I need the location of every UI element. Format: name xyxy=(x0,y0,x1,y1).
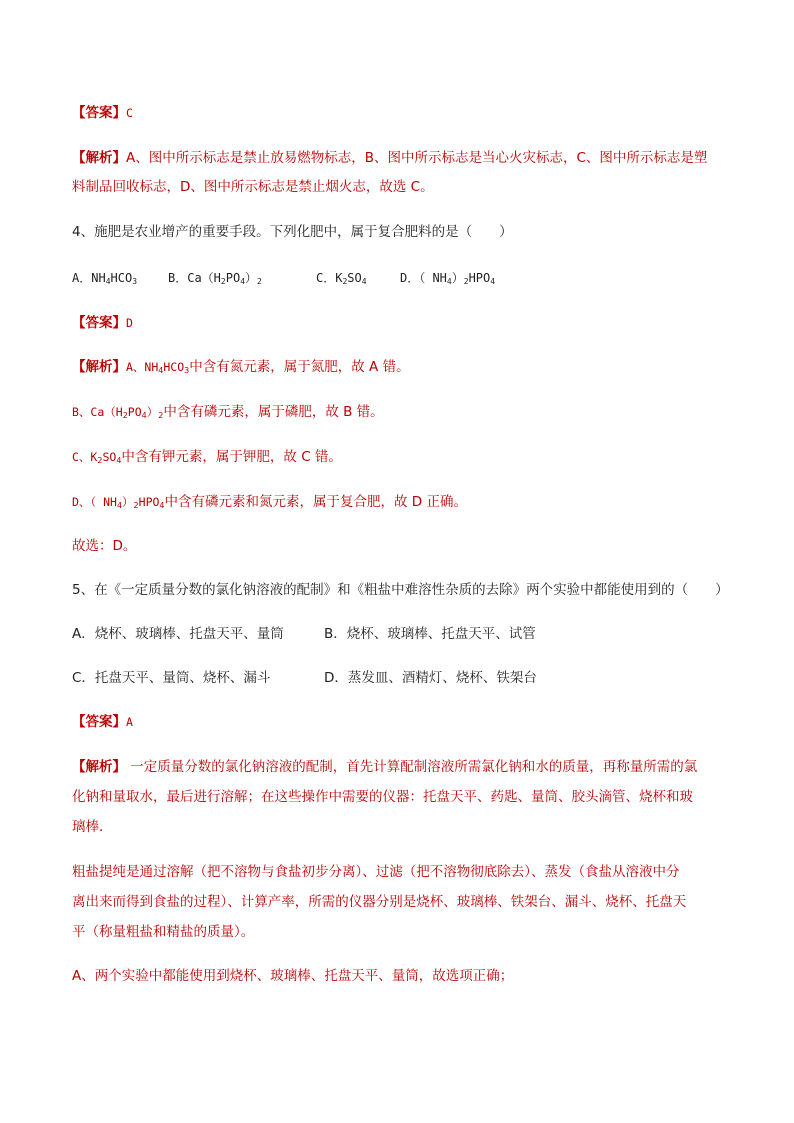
q5-option-d: D．蒸发皿、酒精灯、烧杯、铁架台 xyxy=(324,670,537,686)
q5-analysis-line2: 化钠和量取水，最后进行溶解；在这些操作中需要的仪器：托盘天平、药匙、量筒、胶头滴管、烧杯和玻 xyxy=(72,789,693,805)
answer-value: D xyxy=(126,316,133,330)
q5-option-a: A．烧杯、玻璃棒、托盘天平、量筒 xyxy=(72,626,284,642)
q3-answer-line xyxy=(72,103,133,123)
q4-option-b: B．$Ca(H_2PO_4)_2$ xyxy=(168,271,262,286)
q4-option-a: A．$NH_4HCO_3$ xyxy=(72,271,138,286)
answer-tag: 【答案】 xyxy=(72,315,126,331)
answer-tag: 【答案】 xyxy=(72,105,126,121)
q5-option-b: B．烧杯、玻璃棒、托盘天平、试管 xyxy=(324,626,536,642)
q4-analysis-a: 【解析】A、$NH_4HCO_3$中含有氮元素，属于氮肥，故 A 错。 xyxy=(72,359,410,375)
answer-tag: 【答案】 xyxy=(72,714,126,730)
answer-value: A xyxy=(126,715,133,729)
q4-conclusion: 故选：D。 xyxy=(72,538,137,554)
analysis-tag: 【解析】 xyxy=(72,359,126,375)
q3-analysis-line1 xyxy=(72,148,707,168)
q4-option-c: C．$K_2SO_4$ xyxy=(316,271,367,286)
analysis-text: A、图中所示标志是禁止放易燃物标志，B、图中所示标志是当心火灾标志，C、图中所示标志是塑 xyxy=(126,150,708,166)
q4-stem: 4、施肥是农业增产的重要手段。下列化肥中，属于复合肥料的是（ ） xyxy=(72,224,513,240)
q5-option-c: C．托盘天平、量筒、烧杯、漏斗 xyxy=(72,670,271,686)
q5-analysis-p3: A、两个实验中都能使用到烧杯、玻璃棒、托盘天平、量筒，故选项正确； xyxy=(72,968,514,984)
q5-analysis-p2-line1: 粗盐提纯是通过溶解（把不溶物与食盐初步分离）、过滤（把不溶物彻底除去）、蒸发（食盐从溶液中分 xyxy=(72,864,680,880)
q5-stem: 5、在《一定质量分数的氯化钠溶液的配制》和《粗盐中难溶性杂质的去除》两个实验中都能使用到的（ ） xyxy=(72,582,729,598)
q5-analysis-line3: 璃棒． xyxy=(72,819,113,835)
q5-answer-line xyxy=(72,712,133,732)
analysis-tag: 【解析】 xyxy=(72,759,126,775)
q4-analysis-d: D、（ $NH_4)_2HPO_4$中含有磷元素和氮元素，属于复合肥，故 D 正确。 xyxy=(72,494,467,510)
analysis-tag: 【解析】 xyxy=(72,150,126,166)
q4-analysis-b: B、$Ca(H_2PO_4)_2$中含有磷元素，属于磷肥，故 B 错。 xyxy=(72,404,384,420)
q5-analysis-p2-line2: 离出来而得到食盐的过程）、计算产率，所需的仪器分别是烧杯、玻璃棒、铁架台、漏斗、烧杯、托盘天 xyxy=(72,894,687,910)
q4-answer-line xyxy=(72,313,133,333)
q5-analysis-line1: 【解析】 一定质量分数的氯化钠溶液的配制，首先计算配制溶液所需氯化钠和水的质量，再称量所需的氯 xyxy=(72,759,698,775)
answer-value: C xyxy=(126,106,133,120)
q4-option-d: D．（ $NH_4)_2HPO_4$ xyxy=(400,271,496,286)
q4-analysis-c: C、$K_2SO_4$中含有钾元素，属于钾肥，故 C 错。 xyxy=(72,449,342,465)
q3-analysis-line2: 料制品回收标志，D、图中所示标志是禁止烟火志，故选 C。 xyxy=(72,179,434,195)
q5-analysis-p2-line3: 平（称量粗盐和精盐的质量）。 xyxy=(72,924,255,940)
